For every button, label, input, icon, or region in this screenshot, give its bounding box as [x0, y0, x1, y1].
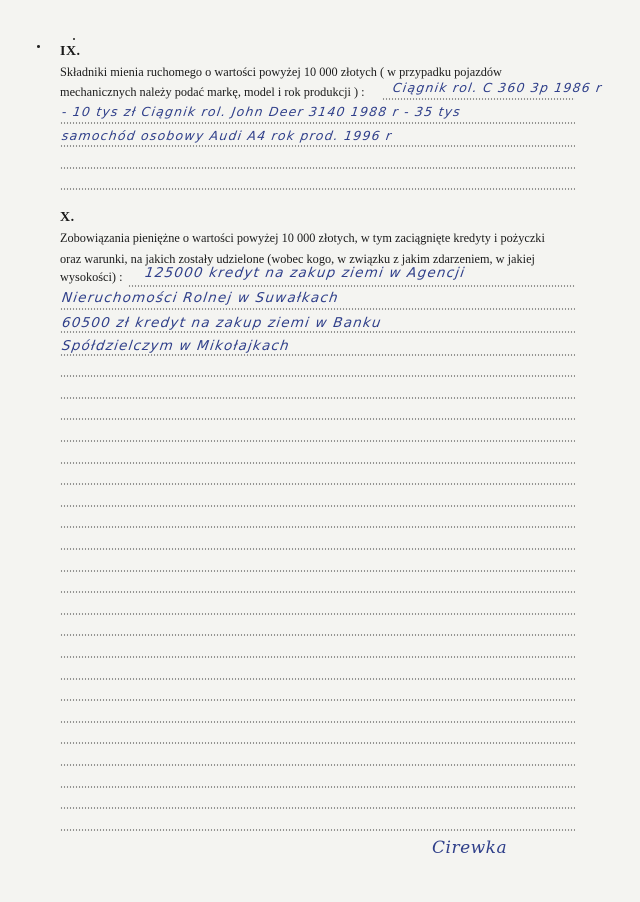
dotted-line: [60, 122, 575, 124]
dotted-line: [60, 418, 575, 420]
section-x-handwritten-4: Spółdzielczym w Mikołajkach: [60, 338, 291, 354]
dotted-line: [60, 764, 575, 766]
dotted-line: [60, 462, 575, 464]
section-x-line-2: oraz warunki, na jakich zostały udzielone (wobec kogo, w związku z jakim zdarzeniem, w jakiej: [60, 252, 535, 266]
dotted-line: [60, 742, 575, 744]
dotted-line: [60, 483, 575, 485]
dotted-line: [60, 786, 575, 788]
section-x-line-1: Zobowiązania pieniężne o wartości powyżej 10 000 złotych, w tym zaciągnięte kredyty i pożyczki: [60, 231, 545, 245]
dotted-line: [60, 656, 575, 658]
dotted-line: [60, 829, 575, 831]
dotted-line: [60, 188, 575, 190]
dotted-line: [60, 807, 575, 809]
dotted-line: [60, 721, 575, 723]
dotted-line: [382, 98, 575, 100]
section-ix-handwritten-3: samochód osobowy Audi A4 rok prod. 1996 r: [60, 128, 394, 143]
section-ix-handwritten-1: Ciągnik rol. C 360 3p 1986 r: [391, 80, 604, 95]
dotted-line: [60, 613, 575, 615]
ink-speck: [73, 38, 75, 40]
dotted-line: [60, 308, 575, 310]
dotted-line: [60, 548, 575, 550]
dotted-line: [60, 354, 575, 356]
dotted-line: [60, 440, 575, 442]
dotted-line: [60, 699, 575, 701]
dotted-line: [60, 331, 575, 333]
dotted-line: [60, 505, 575, 507]
section-x-numeral: X.: [60, 210, 75, 225]
dotted-line: [60, 526, 575, 528]
dotted-line: [60, 634, 575, 636]
dotted-line: [60, 397, 575, 399]
section-ix-numeral: IX.: [60, 44, 81, 59]
signature: Cirewka: [432, 838, 508, 858]
dotted-line: [60, 678, 575, 680]
section-ix-line-1: Składniki mienia ruchomego o wartości powyżej 10 000 złotych ( w przypadku pojazdów: [60, 65, 502, 79]
dotted-line: [60, 591, 575, 593]
section-x-line-3: wysokości) :: [60, 270, 123, 284]
dotted-line: [60, 167, 575, 169]
dotted-line: [60, 375, 575, 377]
section-ix-line-2: mechanicznych należy podać markę, model i rok produkcji ) :: [60, 85, 365, 99]
ink-speck: [37, 45, 40, 48]
section-x-handwritten-1: 125000 kredyt na zakup ziemi w Agencji: [143, 265, 467, 281]
dotted-line: [60, 145, 575, 147]
dotted-line: [128, 285, 575, 287]
section-x-handwritten-2: Nieruchomości Rolnej w Suwałkach: [60, 290, 340, 306]
dotted-line: [60, 570, 575, 572]
section-x-handwritten-3: 60500 zł kredyt na zakup ziemi w Banku: [60, 315, 383, 331]
section-ix-handwritten-2: - 10 tys zł Ciągnik rol. John Deer 3140 1988 r - 35 tys: [60, 104, 463, 119]
